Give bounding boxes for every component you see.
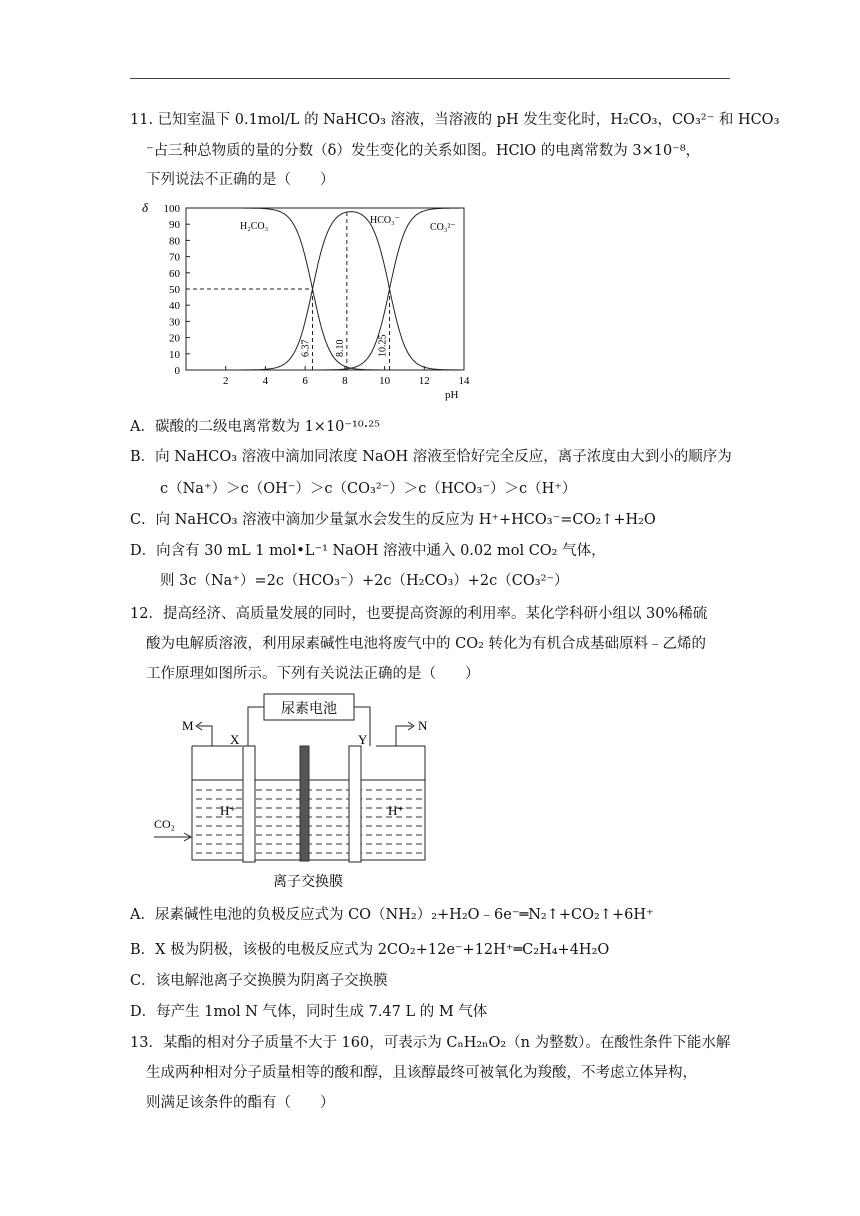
series-label-hco3: HCO₃⁻ <box>370 215 400 226</box>
q12-option-a: A．尿素碱性电池的负极反应式为 CO（NH₂）₂+H₂O﹣6e⁻═N₂↑+CO₂↑+6H⁺ <box>130 907 654 923</box>
label-y: Y <box>358 732 368 747</box>
y-tick-label: 30 <box>169 316 180 329</box>
label-n: N <box>418 718 428 733</box>
q11-option-b-line2: c（Na⁺）＞c（OH⁻）＞c（CO₃²⁻）＞c（HCO₃⁻）＞c（H⁺） <box>160 481 577 497</box>
wire-left <box>248 707 264 746</box>
chart-xlabel: pH <box>445 389 459 401</box>
q11-option-d-line2: 则 3c（Na⁺）=2c（HCO₃⁻）+2c（H₂CO₃）+2c（CO₃²⁻） <box>160 573 569 589</box>
series-label-co3: CO₃²⁻ <box>430 222 456 233</box>
q11-text-line3: 下列说法不正确的是（ ） <box>146 172 335 188</box>
q13-text-line2: 生成两种相对分子质量相等的酸和醇，且该醇最终可被氧化为羧酸，不考虑立体异构， <box>146 1065 697 1081</box>
ion-exchange-membrane <box>300 746 309 861</box>
chart-frame <box>186 208 464 370</box>
q12-text-line2: 酸为电解质溶液，利用尿素碱性电池将废气中的 CO₂ 转化为有机合成基础原料﹣乙烯的 <box>146 636 707 652</box>
q13-text-line1: 13．某酯的相对分子质量不大于 160，可表示为 CₙH₂ₙO₂（n 为整数）。在酸性条件下能水解 <box>130 1035 731 1051</box>
y-tick-label: 100 <box>163 203 180 215</box>
electrolysis-diagram <box>150 690 450 895</box>
x-tick-label: 8 <box>342 375 348 387</box>
top-rule <box>130 78 730 79</box>
q11-text-line2: ⁻占三种总物质的量的分数（δ）发生变化的关系如图。HClO 的电离常数为 3×10⁻⁸， <box>146 143 701 159</box>
x-tick-label: 12 <box>418 375 430 387</box>
q12-text-line1: 12．提高经济、高质量发展的同时，也要提高资源的利用率。某化学科研小组以 30%稀硫 <box>130 606 708 622</box>
q11-option-d-line1: D．向含有 30 mL 1 mol•L⁻¹ NaOH 溶液中通入 0.02 mol CO₂ 气体， <box>130 543 606 559</box>
y-tick-label: 20 <box>169 332 180 345</box>
q12-option-d: D．每产生 1mol N 气体，同时生成 7.47 L 的 M 气体 <box>130 1004 488 1020</box>
q13-text-line3: 则满足该条件的酯有（ ） <box>146 1095 335 1111</box>
y-tick-label: 40 <box>169 300 180 313</box>
y-tick-label: 0 <box>174 365 180 377</box>
chart-ylabel: δ <box>142 200 149 215</box>
label-co2: CO₂ <box>154 817 175 831</box>
q11-option-c: C．向 NaHCO₃ 溶液中滴加少量氯水会发生的反应为 H⁺+HCO₃⁻=CO₂↑+H₂O <box>130 512 656 528</box>
electrode-x <box>243 746 255 862</box>
q11-option-a: A．碳酸的二级电离常数为 1×10⁻¹⁰·²⁵ <box>130 419 380 435</box>
x-tick-label: 6 <box>302 375 308 387</box>
label-h-left: H⁺ <box>220 803 237 818</box>
q12-text-line3: 工作原理如图所示。下列有关说法正确的是（ ） <box>146 666 480 682</box>
q12-option-c: C．该电解池离子交换膜为阴离子交换膜 <box>130 973 388 989</box>
membrane-caption: 离子交换膜 <box>273 875 343 890</box>
x-tick-label: 4 <box>262 375 269 387</box>
y-tick-label: 70 <box>169 251 180 264</box>
series-label-h2co3: H₂CO₃ <box>240 221 269 232</box>
x-tick-label: 2 <box>222 375 229 387</box>
x-tick-label: 10 <box>379 375 391 387</box>
y-tick-label: 60 <box>169 267 180 280</box>
label-x: X <box>230 732 240 747</box>
y-tick-label: 80 <box>169 235 180 248</box>
annotation-label: 8.10 <box>334 339 346 358</box>
x-tick-label: 14 <box>458 375 470 387</box>
q12-option-b: B．X 极为阴极，该极的电极反应式为 2CO₂+12e⁻+12H⁺═C₂H₄+4H₂O <box>130 942 610 958</box>
q11-text-line1: 11. 已知室温下 0.1mol/L 的 NaHCO₃ 溶液，当溶液的 pH 发生变化时，H₂CO₃，CO₃²⁻ 和 HCO₃ <box>130 112 780 128</box>
y-tick-label: 90 <box>169 219 180 232</box>
series-hco3-curve <box>186 212 464 370</box>
series-co3-curve <box>186 208 464 370</box>
battery-label: 尿素电池 <box>281 702 337 717</box>
electrode-y <box>349 746 361 862</box>
q11-option-b-line1: B．向 NaHCO₃ 溶液中滴加同浓度 NaOH 溶液至恰好完全反应，离子浓度由大到小的顺序为 <box>130 449 732 465</box>
y-tick-label: 10 <box>169 348 180 361</box>
label-h-right: H⁺ <box>388 803 405 818</box>
distribution-chart <box>140 196 480 406</box>
y-tick-label: 50 <box>169 284 180 296</box>
annotation-label: 6.37 <box>300 339 312 358</box>
series-h2co3-curve <box>186 208 464 370</box>
label-m: M <box>182 718 194 733</box>
annotation-label: 10.25 <box>377 334 389 358</box>
